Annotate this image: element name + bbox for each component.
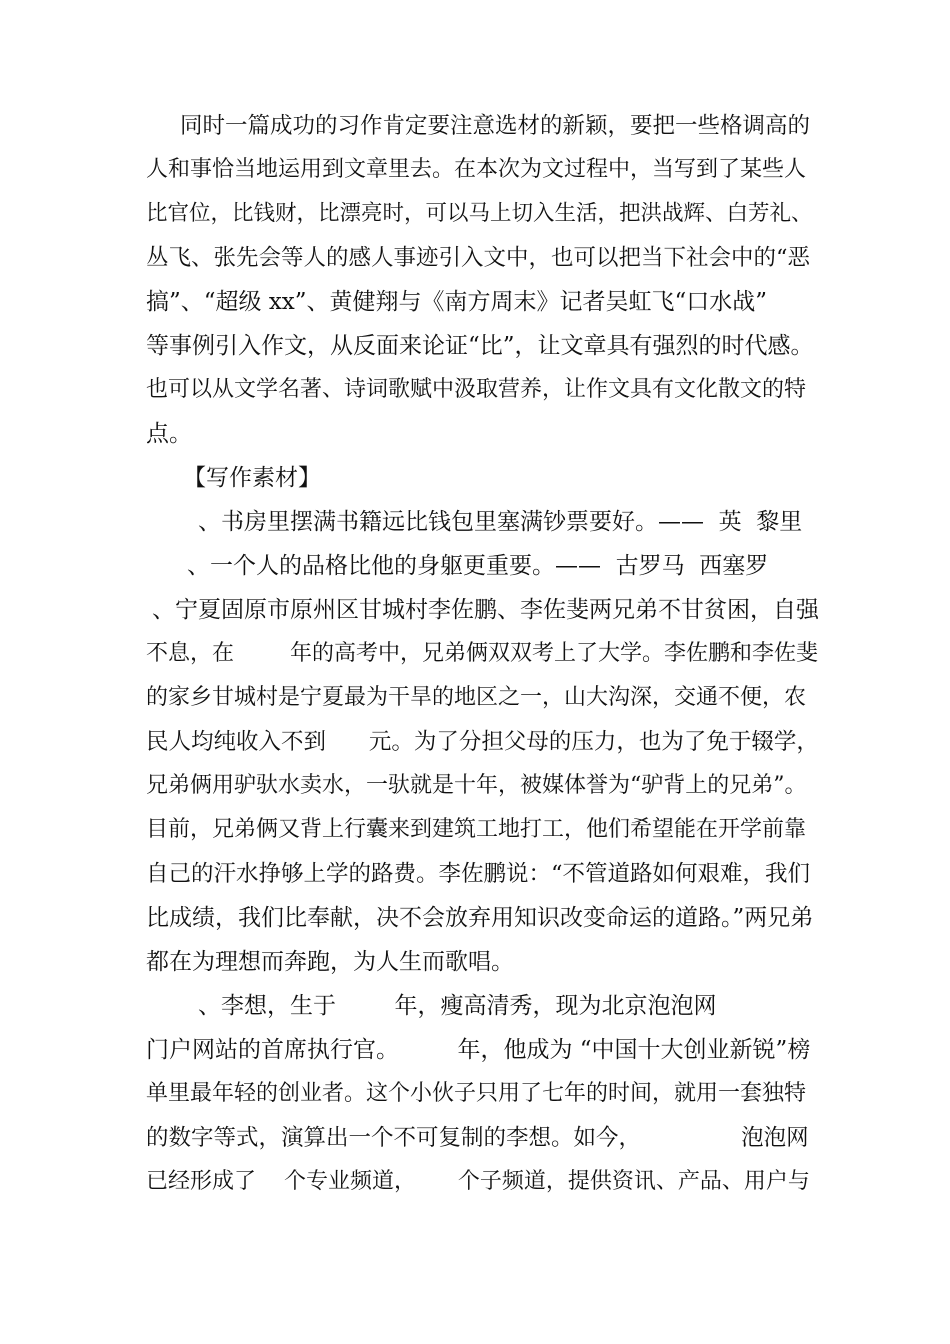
quote-item: 、书房里摆满书籍远比钱包里塞满钞票要好。—— 英 黎里: [198, 509, 803, 535]
text-line: 不息，在 年的高考中，兄弟俩双双考上了大学。李佐鹏和李佐斐: [146, 641, 818, 666]
text-line: 目前，兄弟俩又背上行囊来到建筑工地打工，他们希望能在开学前靠: [146, 817, 807, 842]
text-line: 同时一篇成功的习作肯定要注意选材的新颖，要把一些格调高的: [180, 113, 811, 139]
text-line: 比成绩，我们比奉献，决不会放弃用知识改变命运的道路。”两兄弟: [146, 905, 814, 931]
text-line: 、宁夏固原市原州区甘城村李佐鹏、李佐斐两兄弟不甘贫困，自强: [152, 597, 819, 623]
text-line: 民人均纯收入不到 元。为了分担父母的压力，也为了免于辍学，: [146, 729, 819, 755]
text-line: 人和事恰当地运用到文章里去。在本次为文过程中，当写到了某些人: [146, 157, 807, 182]
text-line: 自己的汗水挣够上学的路费。李佐鹏说：“不管道路如何艰难，我们: [146, 861, 811, 887]
quote-item: 、一个人的品格比他的身躯更重要。—— 古罗马 西塞罗: [187, 553, 769, 579]
text-line: 门户网站的首席执行官。 年，他成为 “中国十大创业新锐”榜: [146, 1037, 811, 1063]
text-line: 也可以从文学名著、诗词歌赋中汲取营养，让作文具有文化散文的特: [146, 377, 807, 402]
text-line: 都在为理想而奔跑，为人生而歌唱。: [146, 949, 514, 975]
text-line: 单里最年轻的创业者。这个小伙子只用了七年的时间，就用一套独特: [146, 1081, 807, 1106]
text-line: 兄弟俩用驴驮水卖水，一驮就是十年，被媒体誉为“驴背上的兄弟”。: [146, 773, 807, 798]
text-line: 比官位，比钱财，比漂亮时，可以马上切入生活，把洪战辉、白芳礼、: [146, 201, 813, 226]
text-line: 丛飞、张先会等人的感人事迹引入文中，也可以把当下社会中的“恶: [146, 245, 811, 271]
text-line: 的家乡甘城村是宁夏最为干旱的地区之一，山大沟深，交通不便，农: [146, 685, 807, 710]
section-heading: 【写作素材】: [183, 465, 321, 491]
text-line: 已经形成了 个专业频道， 个子频道，提供资讯、产品、用户与: [146, 1169, 810, 1194]
text-line: 、李想，生于 年，瘦高清秀，现为北京泡泡网: [198, 993, 717, 1019]
text-line: 等事例引入作文，从反面来论证“比”，让文章具有强烈的时代感。: [146, 333, 814, 359]
text-line: 点。: [146, 421, 192, 447]
text-line: 的数字等式，演算出一个不可复制的李想。如今， 泡泡网: [146, 1125, 809, 1151]
text-line: 搞”、“超级 xx”、黄健翔与《南方周末》记者吴虹飞“口水战”: [146, 289, 768, 315]
